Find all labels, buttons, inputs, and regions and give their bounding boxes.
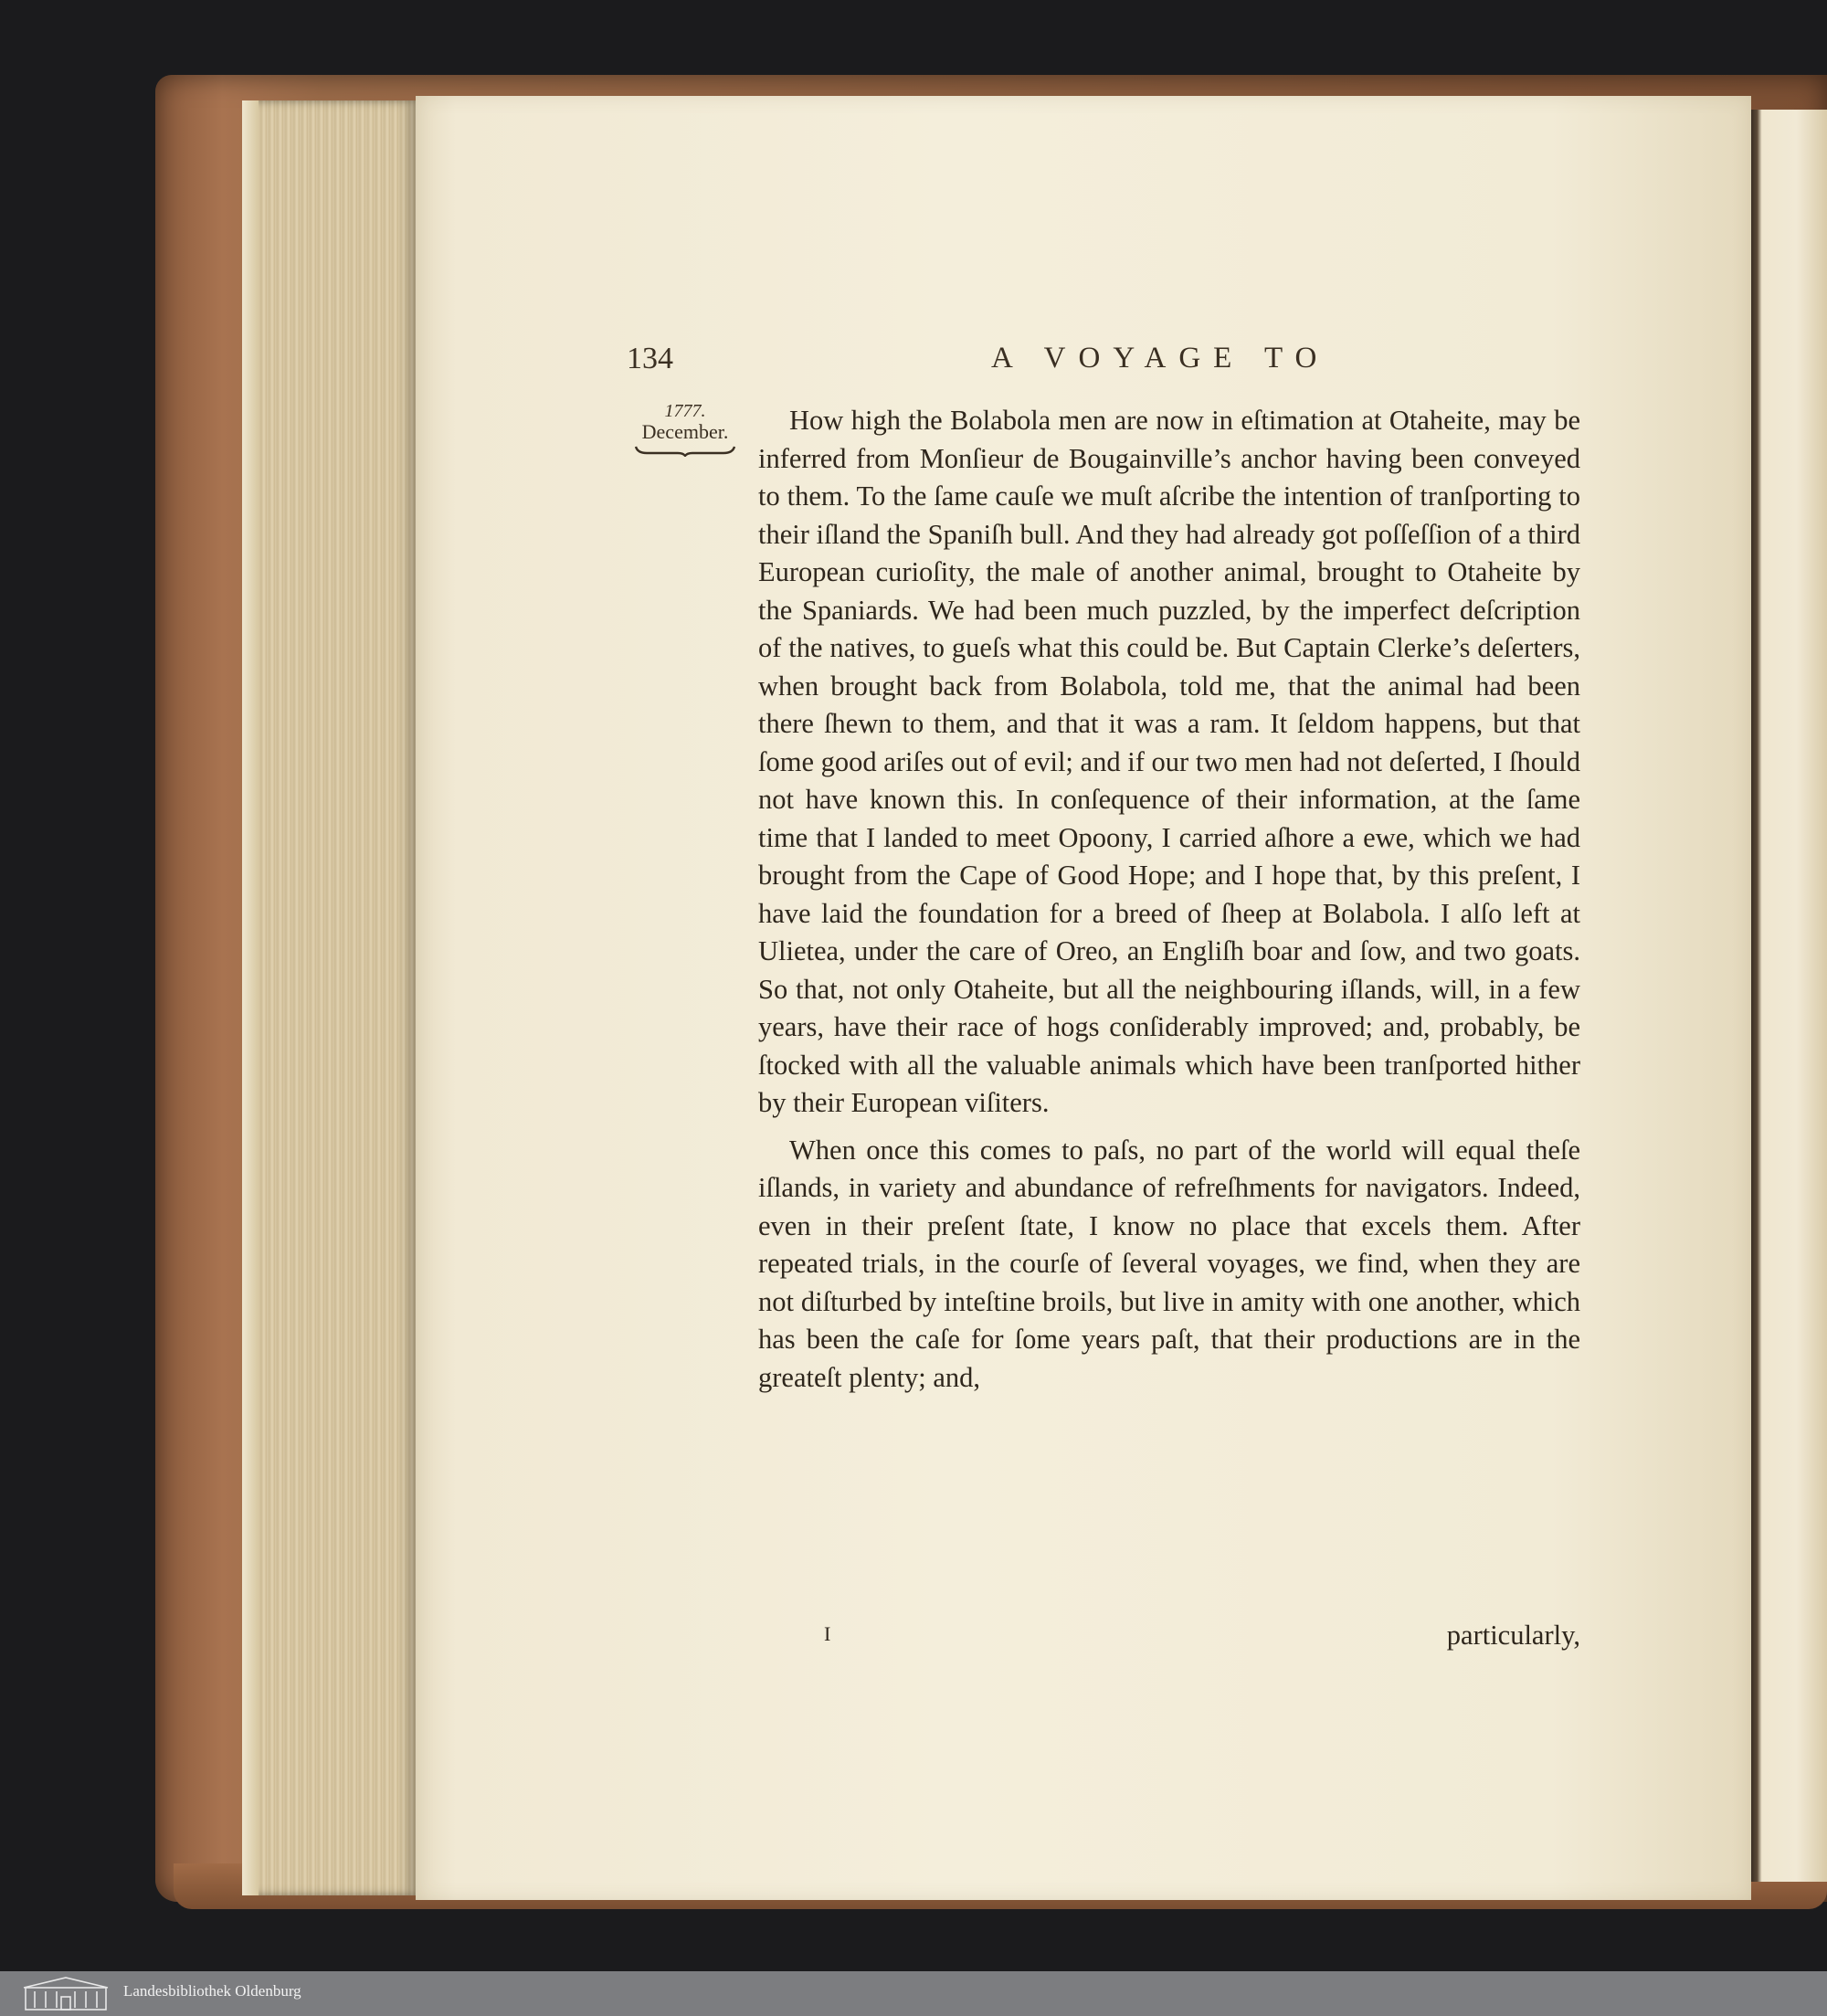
signature-mark: I [824,1622,831,1645]
footer-label: Landesbibliothek Oldenburg [123,1982,301,2000]
page-fore-edge-highlight [242,100,259,1895]
margin-month: December. [641,420,729,443]
catchword: particularly, [1446,1620,1580,1651]
next-page-sliver [1751,110,1827,1882]
margin-year: 1777. [664,401,706,421]
footer-bar [0,1971,1827,2016]
page-number: 134 [627,342,673,375]
library-building-icon [20,1975,111,2011]
margin-note [630,402,740,457]
page-fore-edge [242,100,416,1895]
running-head: A VOYAGE TO [991,342,1330,375]
paragraph-1: How high the Bolabola men are now in eſtimation at Otaheite, may be inferred from Monſieur de Bougainville’s anchor having been conveyed to them. To the ſame cauſe we muſt aſcribe the intention of tranſporting to their iſland the Spaniſh bull. And they had already got poſſeſſion of a third European curioſity, the male of another animal, brought to Otaheite by the Spaniards. We had been much puzzled, by the imperfect deſcription of the natives, to gueſs what this could be. But Captain Clerke’s deſerters, when brought back from Bolabola, told me, that the animal had been there ſhewn to them, and that it was a ram. It ſeldom happens, but that ſome good ariſes out of evil; and if our two men had not deſerted, I ſhould not have known this. In conſequence of their information, at the ſame time that I landed to meet Opoony, I carried aſhore a ewe, which we had brought from the Cape of Good Hope; and I hope that, by this preſent, I have laid the foundation for a breed of ſheep at Bolabola. I alſo left at Ulietea, under the care of Oreo, an Engliſh boar and ſow, and two goats. So that, not only Otaheite, but all the neighbouring iſlands, will, in a few years, have their race of hogs conſiderably improved; and, probably, be ſtocked with all the valuable animals which have been tranſported hither by their European viſiters. [758,405,1580,1118]
body-text [758,402,1580,1397]
brace-icon [634,444,736,457]
paragraph-2: When once this comes to paſs, no part of the world will equal theſe iſlands, in variety and abundance of refreſhments for navigators. Indeed, even in their preſent ſtate, I know no place that excels them. After repeated trials, in the courſe of ſeveral voyages, we find, when they are not diſturbed by inteſtine broils, but live in amity with one another, which has been the caſe for ſome years paſt, that their productions are in the greateſt plenty; and, [758,1134,1580,1393]
